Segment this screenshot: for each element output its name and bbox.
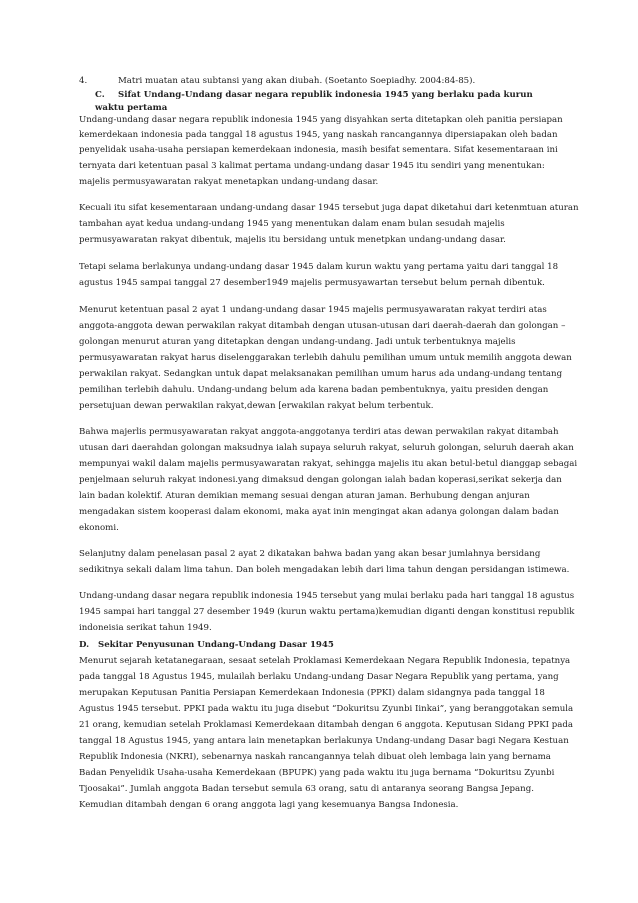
paragraph-line: Menurut sejarah ketatanegaraan, sesaat setelah Proklamasi Kemerdekaan Negara Republik Indonesia, tepatnya (79, 656, 571, 666)
section-c-label: C. (95, 90, 105, 100)
paragraph-line: Menurut ketentuan pasal 2 ayat 1 undang-undang dasar 1945 majelis permusyawaratan rakyat terdiri atas (79, 305, 547, 315)
paragraph-line: mempunyai wakil dalam majelis permusyawaratan rakyat, sehingga majelis itu akan betul-betul dianggap sebagai (79, 459, 578, 469)
paragraph-line: pada tanggal 18 Agustus 1945, mulailah berlaku Undang-undang Dasar Negara Republik yang pertama, yang (79, 672, 559, 682)
paragraph-line: ekonomi. (79, 523, 119, 533)
section-d-label: D. (79, 640, 90, 650)
paragraph-line: golongan menurut aturan yang ditetapkan dengan undang-undang. Jadi untuk terbentuknya majelis (79, 337, 516, 347)
paragraph-line: indoneisia serikat tahun 1949. (79, 623, 212, 633)
paragraph-line: Bahwa majerlis permusyawaratan rakyat anggota-anggotanya terdiri atas dewan perwakilan rakyat ditambah (79, 427, 559, 437)
paragraph-line: utusan dari daerahdan golongan maksudnya ialah supaya seluruh rakyat, seluruh golongan, seluruh daerah akan (79, 443, 574, 453)
list-item-4-text: Matri muatan atau subtansi yang akan diubah. (Soetanto Soepiadhy. 2004:84-85). (118, 76, 476, 86)
paragraph-line: permusyawaratan rakyat harus diselenggarakan terlebih dahulu pemilihan umum untuk memilih anggota dewan (79, 353, 572, 363)
paragraph-line: agustus 1945 sampai tanggal 27 desember1949 majelis permusyawartan tersebut belum pernah dibentuk. (79, 278, 545, 288)
paragraph-line: Kecuali itu sifat kesementaraan undang-undang dasar 1945 tersebut juga dapat diketahui dari ketenmtuan aturan (79, 203, 579, 213)
paragraph-line: pemilihan terlebih dahulu. Undang-undang belum ada karena badan pembentuknya, yaitu presiden dengan (79, 385, 549, 395)
paragraph-line: tanggal 18 Agustus 1945, yang antara lain menetapkan berlakunya Undang-undang Dasar bagi Negara Kestuan (79, 736, 569, 746)
paragraph-line: perwakilan rakyat. Sedangkan untuk dapat melaksanakan pemilihan umum harus ada undang-undang tentang (79, 369, 563, 379)
paragraph-line: persetujuan dewan perwakilan rakyat,dewan [erwakilan rakyat belum terbentuk. (79, 401, 434, 411)
paragraph-line: 1945 sampai hari tanggal 27 desember 1949 (kurun waktu pertama)kemudian diganti dengan konstitusi republik (79, 607, 575, 617)
paragraph-line: penjelmaan seluruh rakyat indonesi.yang dimaksud dengan golongan ialah badan koperasi,serikat sekerja dan (79, 475, 562, 485)
paragraph-line: permusyawaratan rakyat dibentuk, majelis itu bersidang untuk menetpkan undang-undang dasar. (79, 235, 506, 245)
paragraph-line: Tetapi selama berlakunya undang-undang dasar 1945 dalam kurun waktu yang pertama yaitu dari tanggal 18 (79, 262, 559, 272)
list-number-4: 4. (79, 76, 88, 86)
section-d-heading: Sekitar Penyusunan Undang-Undang Dasar 1945 (98, 640, 334, 650)
paragraph-line: Undang-undang dasar negara republik indonesia 1945 tersebut yang mulai berlaku pada hari tanggal 18 agustus (79, 591, 575, 601)
paragraph-line: majelis permusyawaratan rakyat menetapkan undang-undang dasar. (79, 177, 379, 187)
paragraph-line: kemerdekaan indonesia pada tanggal 18 agustus 1945, yang naskah rancangannya dipersiapakan oleh badan (79, 130, 558, 140)
section-c-heading: Sifat Undang-Undang dasar negara republik indonesia 1945 yang berlaku pada kurun (118, 90, 533, 100)
paragraph-line: Selanjutny dalam penelasan pasal 2 ayat 2 dikatakan bahwa badan yang akan besar jumlahnya bersidang (79, 549, 541, 559)
paragraph-line: Badan Penyelidik Usaha-usaha Kemerdekaan (BPUPK) yang pada waktu itu juga bernama “Dokuritsu Zyunbi (79, 768, 555, 778)
paragraph-line: anggota-anggota dewan perwakilan rakyat ditambah dengan utusan-utusan dari daerah-daerah dan golongan – (79, 321, 566, 331)
paragraph-line: sedikitnya sekali dalam lima tahun. Dan boleh mengadakan lebih dari lima tahun dengan persidangan istimewa. (79, 565, 570, 575)
paragraph-line: Agustus 1945 tersebut. PPKI pada waktu itu juga disebut “Dokuritsu Zyunbi Iinkai”, yang beranggotakan semula (79, 704, 574, 714)
paragraph-line: tambahan ayat kedua undang-undang 1945 yang menentukan dalam enam bulan sesudah majelis (79, 219, 505, 229)
paragraph-line: mengadakan sistem kooperasi dalam ekonomi, maka ayat inin mengingat akan adanya golongan dalam badan (79, 507, 559, 517)
paragraph-line: Tjoosakai”. Jumlah anggota Badan tersebut semula 63 orang, satu di antaranya seorang Bangsa Jepang. (79, 784, 534, 794)
paragraph-line: Kemudian ditambah dengan 6 orang anggota lagi yang kesemuanya Bangsa Indonesia. (79, 800, 459, 810)
paragraph-line: ternyata dari ketentuan pasal 3 kalimat pertama undang-undang dasar 1945 itu sendiri yang menentukan: (79, 161, 545, 171)
paragraph-line: Republik Indonesia (NKRI), sebenarnya naskah rancangannya telah dibuat oleh lembaga lain yang bernama (79, 752, 551, 762)
paragraph-line: 21 orang, kemudian setelah Proklamasi Kemerdekaan ditambah dengan 6 anggota. Keputusan Sidang PPKI pada (79, 720, 574, 730)
paragraph-line: merupakan Keputusan Panitia Persiapan Kemerdekaan Indonesia (PPKI) dalam sidangnya pada tanggal 18 (79, 688, 545, 698)
paragraph-line: Undang-undang dasar negara republik indonesia 1945 yang disyahkan serta ditetapkan oleh panitia persiapan (79, 115, 563, 125)
paragraph-line: lain badan kolektif. Aturan demikian memang sesuai dengan aturan jaman. Berhubung dengan anjuran (79, 491, 530, 501)
section-c-heading-continued: waktu pertama (95, 103, 168, 113)
paragraph-line: penyelidak usaha-usaha persiapan kemerdekaan indonesia, masih besifat sementara. Sifat kesementaraan ini (79, 145, 558, 155)
